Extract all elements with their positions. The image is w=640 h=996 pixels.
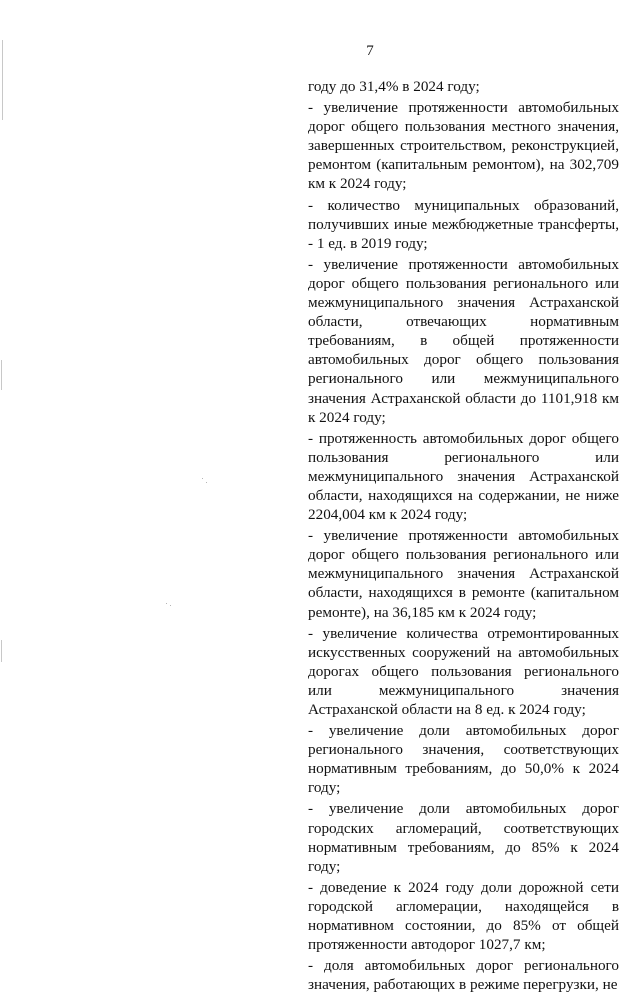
scan-edge-mark <box>1 640 2 662</box>
paragraph-continuation: году до 31,4% в 2024 году; <box>308 78 480 95</box>
page-number: 7 <box>366 43 374 59</box>
list-item-overloaded-roads: - доля автомобильных дорог регионального значения, работающих в режиме перегрузки, не <box>308 957 619 994</box>
scan-edge-mark <box>1 360 2 390</box>
scan-speck <box>202 478 203 479</box>
document-body <box>308 77 619 996</box>
list-item-local-roads-length: - увеличение протяженности автомобильных дорог общего пользования местного значения, завершенных строительством, реконструкцией, ремонтом (капитальным ремонтом), на 302,709 км к 2024 году; <box>308 99 619 193</box>
list-item-roads-repair: - увеличение протяженности автомобильных дорог общего пользования регионального или межмуниципального значения Астраханской области, находящихся в ремонте (капитальном ремонте), на 36,185 км к 2024 году; <box>308 527 619 621</box>
list-item-regional-roads-normative: - увеличение протяженности автомобильных дорог общего пользования регионального или межмуниципального значения Астраханской области, отвечающих нормативным требованиям, в общей протяженности автомобильных дорог общего пользования регионального или межмуниципального значения Астраханской области до 1101,918 км к 2024 году; <box>308 255 619 426</box>
scan-speck <box>166 603 167 604</box>
list-item-roads-maintenance: - протяженность автомобильных дорог общего пользования регионального или межмуниципального значения Астраханской области, находящихся на содержании, не ниже 2204,004 км к 2024 году; <box>308 429 619 524</box>
scan-speck <box>206 482 207 483</box>
list-item-agglomeration-roads-share: - увеличение доли автомобильных дорог городских агломераций, соответствующих нормативным требованиям, до 85% к 2024 году; <box>308 800 619 875</box>
scan-speck <box>170 605 171 606</box>
list-item-agglomeration-network: - доведение к 2024 году доли дорожной сети городской агломерации, находящейся в нормативном состоянии, до 85% от общей протяженности автодорог 1027,7 км; <box>308 878 619 954</box>
list-item-regional-roads-share: - увеличение доли автомобильных дорог регионального значения, соответствующих нормативным требованиям, до 50,0% к 2024 году; <box>308 722 619 797</box>
list-item-artificial-structures: - увеличение количества отремонтированных искусственных сооружений на автомобильных дорогах общего пользования регионального или межмуниципального значения Астраханской области на 8 ед. к 2024 году; <box>308 624 619 718</box>
list-item-municipalities-transfers: - количество муниципальных образований, получивших иные межбюджетные трансферты, - 1 ед. в 2019 году; <box>308 196 619 252</box>
